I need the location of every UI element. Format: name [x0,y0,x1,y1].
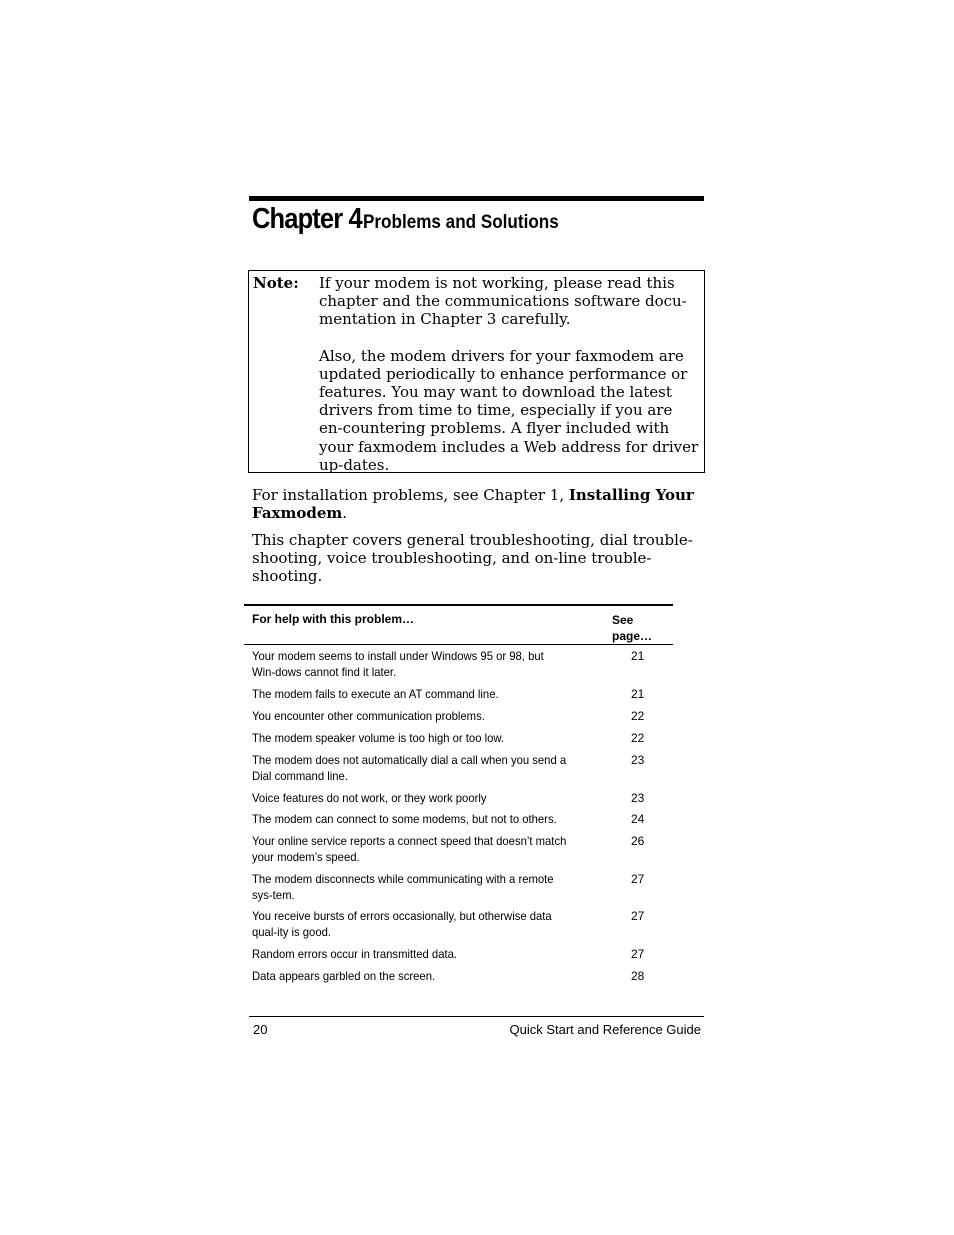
header-page: See page… [612,613,653,643]
chapter-top-rule [249,196,704,201]
installation-prefix: For installation problems, see Chapter 1, [252,486,569,504]
note-paragraph-1: If your modem is not working, please read this chapter and the communications software docu-mentation in Chapter 3 carefully. [319,274,687,329]
row-problem: The modem can connect to some modems, but not to others. [252,812,557,826]
row-page: 23 [631,753,645,767]
chapter-heading [252,203,581,236]
row-page: 28 [631,969,645,983]
row-page: 27 [631,909,645,923]
row-problem: The modem fails to execute an AT command line. [252,687,499,701]
row-problem: The modem speaker volume is too high or too low. [252,731,505,745]
row-page: 22 [631,731,645,745]
note-label: Note: [253,274,299,292]
footer-page-number: 20 [253,1022,268,1037]
row-problem: You encounter other communication problems. [252,709,485,723]
row-page: 24 [631,812,645,826]
chapter-number: Chapter 4 [252,203,362,235]
note-box [248,270,705,473]
row-problem: You receive bursts of errors occasionally, but otherwise data qual-ity is good. [252,909,552,939]
row-problem: Your online service reports a connect speed that doesn’t match your modem’s speed. [252,834,567,864]
chapter-title: Problems and Solutions [363,212,559,233]
row-page: 22 [631,709,645,723]
row-problem: Random errors occur in transmitted data. [252,947,458,961]
installation-paragraph [252,486,697,522]
table-header [244,604,673,645]
row-problem: Your modem seems to install under Windows 95 or 98, but Win-dows cannot find it later. [252,649,544,679]
note-paragraph-2: Also, the modem drivers for your faxmodem are updated periodically to enhance performance or features. You may want to download the latest drivers from time to time, especially if you are en-countering problems. A flyer included with your faxmodem includes a Web address for driver up-dates. [319,346,699,474]
installation-chapter-link[interactable]: Installing Your Faxmodem [252,486,694,523]
row-page: 26 [631,834,645,848]
intro-paragraph [252,531,697,586]
row-problem: Voice features do not work, or they work poorly [252,791,487,805]
troubleshooting-table [244,604,673,983]
row-page: 27 [631,947,645,961]
footer-rule [249,1016,704,1017]
footer-guide-title: Quick Start and Reference Guide [509,1022,701,1037]
note-body [319,274,699,492]
row-page: 21 [631,687,645,701]
row-page: 23 [631,791,645,805]
header-problem: For help with this problem… [252,612,414,626]
row-problem: The modem does not automatically dial a call when you send a Dial command line. [252,753,567,783]
row-problem: Data appears garbled on the screen. [252,969,436,983]
row-problem: The modem disconnects while communicating with a remote sys-tem. [252,872,554,902]
row-page: 27 [631,872,645,886]
row-page: 21 [631,649,645,663]
installation-suffix: . [342,504,348,523]
intro-text: This chapter covers general troubleshooting, dial trouble-shooting, voice troubleshooting, and on-line trouble-shooting. [252,531,693,586]
